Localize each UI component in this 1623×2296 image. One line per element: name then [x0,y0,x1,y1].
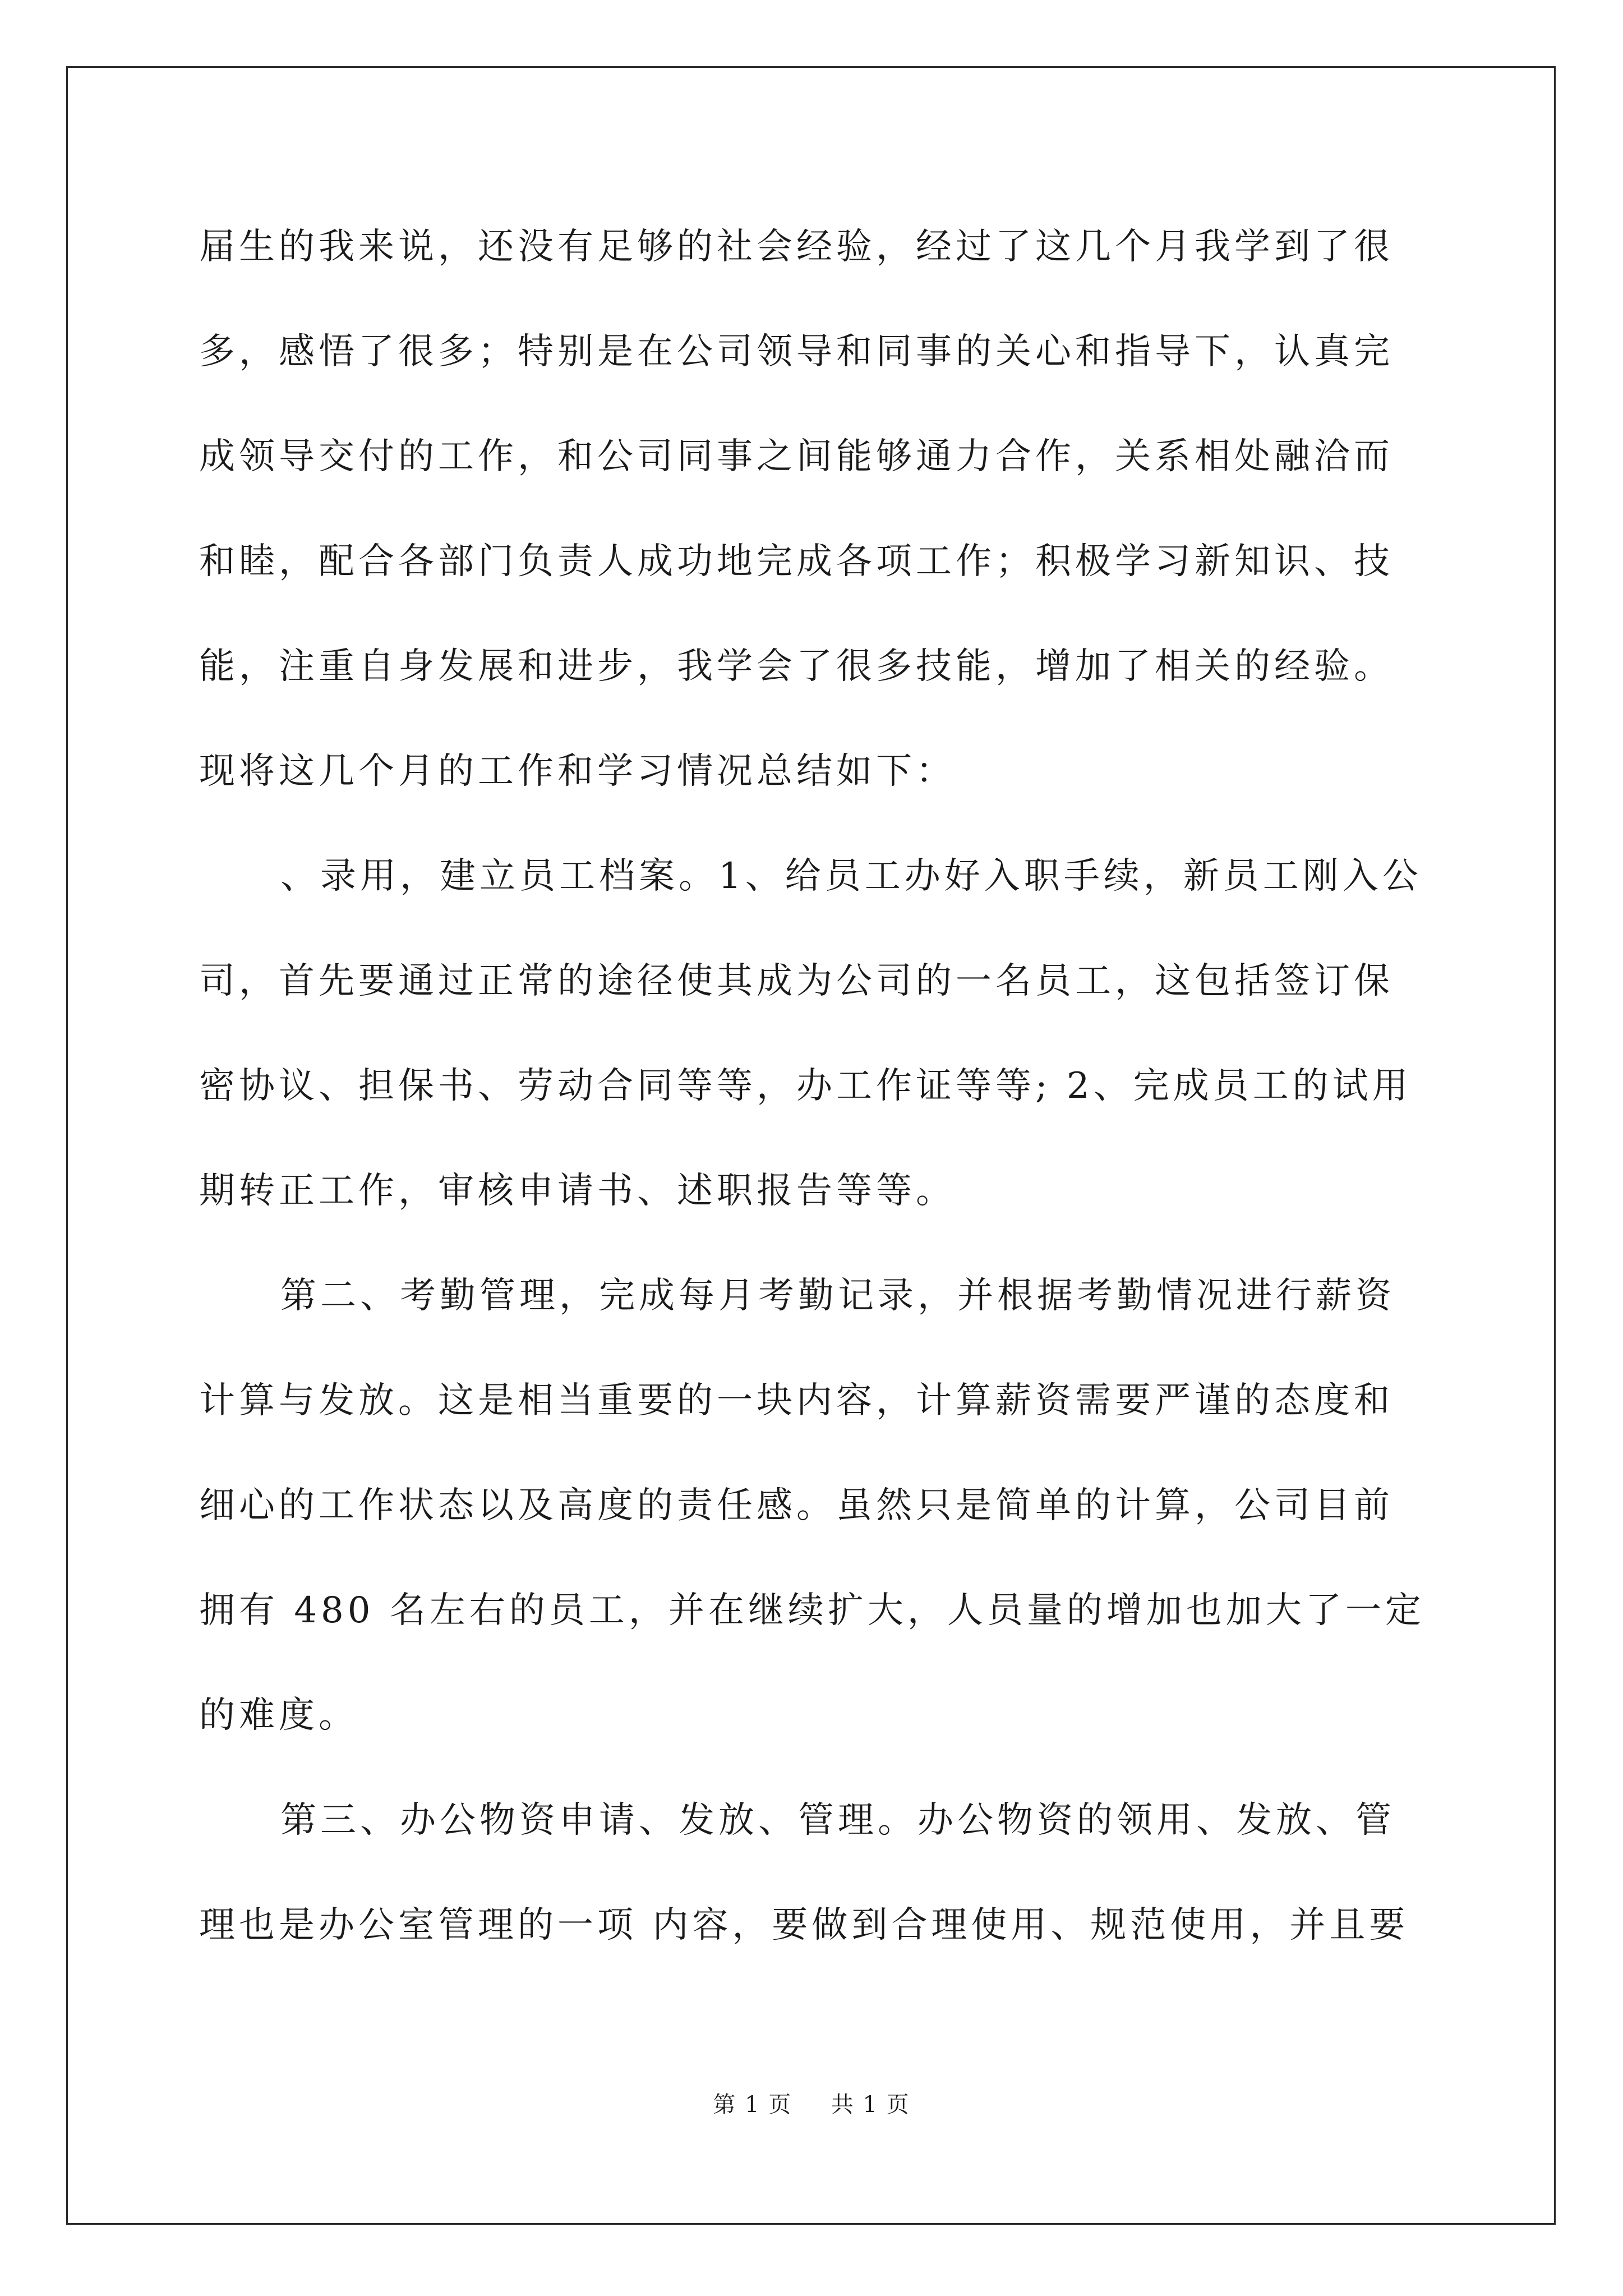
text-line: 多，感悟了很多；特别是在公司领导和同事的关心和指导下，认真完 [199,331,1394,372]
page-total: 共 1 页 [831,2092,910,2118]
text-line: 计算与发放。这是相当重要的一块内容，计算薪资需要严谨的态度和 [199,1380,1394,1421]
paragraph-first-line: 、录用，建立员工档案。1、给员工办好入职手续，新员工刚入公 [280,855,1422,897]
page-number: 第 1 页 [713,2092,792,2118]
paragraph-first-line: 第三、办公物资申请、发放、管理。办公物资的领用、发放、管 [280,1800,1395,1841]
text-line: 能，注重自身发展和进步，我学会了很多技能，增加了相关的经验。 [199,646,1394,687]
text-line: 期转正工作，审核申请书、述职报告等等。 [199,1170,956,1212]
text-line: 成领导交付的工作，和公司同事之间能够通力合作，关系相处融洽而 [199,436,1394,477]
text-line: 拥有 480 名左右的员工，并在继续扩大，人员量的增加也加大了一定 [199,1590,1425,1631]
text-line: 和睦，配合各部门负责人成功地完成各项工作；积极学习新知识、技 [199,541,1394,582]
text-line: 司，首先要通过正常的途径使其成为公司的一名员工，这包括签订保 [199,960,1394,1002]
page-footer [0,2087,1623,2119]
text-line: 现将这几个月的工作和学习情况总结如下： [199,751,956,792]
text-line: 届生的我来说，还没有足够的社会经验，经过了这几个月我学到了很 [199,226,1394,268]
text-line: 的难度。 [199,1695,358,1736]
text-line: 密协议、担保书、劳动合同等等，办工作证等等; 2、完成员工的试用 [199,1065,1412,1107]
document-body [199,222,1425,2005]
text-line: 细心的工作状态以及高度的责任感。虽然只是简单的计算，公司目前 [199,1485,1394,1526]
text-line: 理也是办公室管理的一项 内容，要做到合理使用、规范使用，并且要 [199,1904,1409,1946]
paragraph-first-line: 第二、考勤管理，完成每月考勤记录，并根据考勤情况进行薪资 [280,1275,1395,1317]
